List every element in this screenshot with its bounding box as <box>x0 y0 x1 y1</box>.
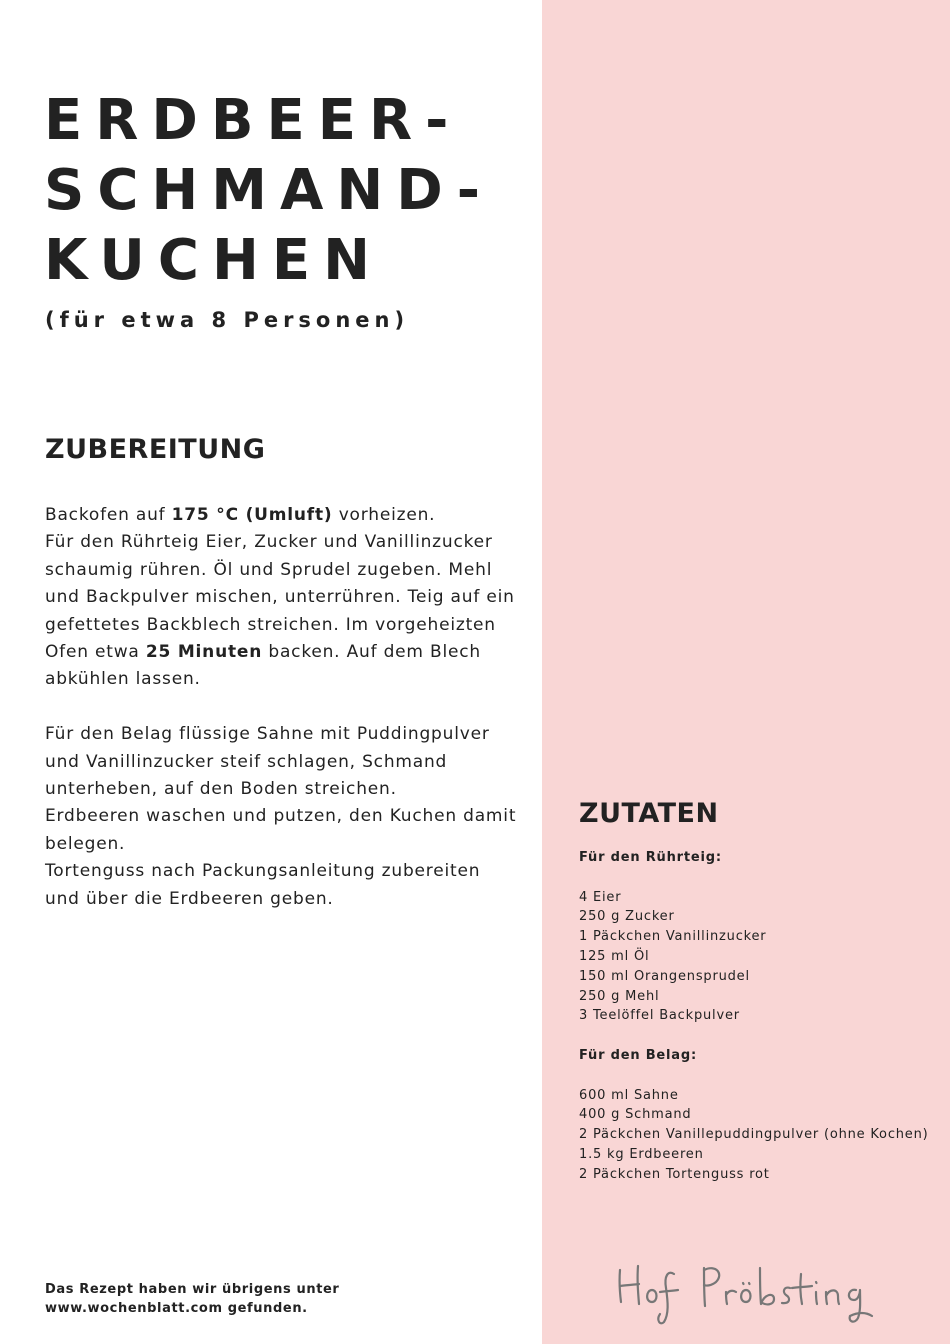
ingredient-item: 1 Päckchen Vanillinzucker <box>579 929 767 945</box>
logo-stroke <box>726 1291 736 1304</box>
preparation-line: Tortenguss nach Packungsanleitung zubereiten <box>45 861 481 882</box>
ingredient-group-title: Für den Rührteig: <box>579 850 722 865</box>
ingredient-item: 250 g Zucker <box>579 909 675 925</box>
oven-temperature: 175 °C (Umluft) <box>171 505 333 525</box>
logo-stroke <box>782 1288 790 1304</box>
hof-proebsting-logo <box>612 1232 882 1332</box>
logo-stroke <box>704 1268 705 1306</box>
text-segment: backen. Auf dem Blech <box>262 642 481 663</box>
logo-stroke <box>741 1290 750 1302</box>
preparation-line <box>45 639 535 666</box>
ingredient-item: 2 Päckchen Tortenguss rot <box>579 1166 770 1182</box>
ingredient-item: 2 Päckchen Vanillepuddingpulver (ohne Kochen) <box>579 1127 929 1143</box>
ingredient-item: 600 ml Sahne <box>579 1087 679 1103</box>
text-segment: vorheizen. <box>332 505 436 525</box>
ingredients-heading: ZUTATEN <box>579 798 719 829</box>
logo-stroke <box>658 1273 674 1324</box>
ingredient-item: 4 Eier <box>579 889 622 905</box>
ingredient-group-batter <box>579 848 939 1026</box>
text-segment: Ofen etwa <box>45 642 146 663</box>
text-segment: Backofen auf <box>45 505 172 525</box>
source-note-line-1: Das Rezept haben wir übrigens unter <box>45 1282 340 1297</box>
ingredient-group-title: Für den Belag: <box>579 1047 697 1063</box>
preparation-line: Erdbeeren waschen und putzen, den Kuchen damit <box>45 806 517 827</box>
logo-stroke <box>704 1268 719 1285</box>
title-line-1: ERDBEER- <box>44 88 462 153</box>
preparation-line: und über die Erdbeeren geben. <box>45 888 334 909</box>
ingredient-item: 3 Teelöffel Backpulver <box>579 1008 740 1024</box>
preparation-line: abkühlen lassen. <box>45 669 201 690</box>
preparation-line: und Backpulver mischen, unterrühren. Teig auf ein <box>45 587 515 608</box>
ingredient-item: 150 ml Orangensprudel <box>579 968 750 984</box>
logo-stroke <box>826 1290 839 1304</box>
logo-stroke <box>660 1290 678 1292</box>
logo-stroke <box>800 1274 802 1304</box>
ingredient-item: 250 g Mehl <box>579 988 660 1004</box>
ingredient-group-topping <box>579 1046 939 1185</box>
recipe-title <box>44 86 493 296</box>
baking-time: 25 Minuten <box>145 642 263 663</box>
logo-stroke <box>620 1284 639 1286</box>
preparation-line: unterheben, auf den Boden streichen. <box>45 779 397 800</box>
ingredient-item: 1.5 kg Erdbeeren <box>579 1146 704 1162</box>
preparation-paragraph-2 <box>45 721 535 913</box>
logo-stroke <box>850 1313 872 1316</box>
preparation-heading: ZUBEREITUNG <box>45 434 266 465</box>
preparation-line: und Vanillinzucker steif schlagen, Schmand <box>45 751 448 772</box>
ingredient-item: 400 g Schmand <box>579 1107 692 1123</box>
logo-stroke <box>816 1282 817 1283</box>
ingredient-item: 125 ml Öl <box>579 948 650 964</box>
ingredients-list <box>579 848 939 1185</box>
logo-stroke <box>760 1268 774 1304</box>
preparation-line: Für den Rührteig Eier, Zucker und Vanillinzucker <box>45 532 493 553</box>
preparation-text <box>45 502 535 913</box>
logo-stroke <box>792 1286 812 1288</box>
title-line-2: SCHMAND- <box>44 158 493 223</box>
source-note <box>45 1280 365 1318</box>
preparation-line: belegen. <box>45 833 126 854</box>
preparation-line: gefettetes Backblech streichen. Im vorgeheizten <box>45 614 496 635</box>
logo-stroke <box>647 1290 656 1302</box>
preparation-line: Für den Belag flüssige Sahne mit Puddingpulver <box>45 724 490 745</box>
source-note-line-2: www.wochenblatt.com gefunden. <box>45 1301 308 1316</box>
preparation-line: schaumig rühren. Öl und Sprudel zugeben. Mehl <box>45 559 493 580</box>
logo-stroke <box>743 1283 750 1284</box>
preparation-line <box>45 502 535 529</box>
logo-stroke <box>816 1292 817 1304</box>
preparation-paragraph-1 <box>45 502 535 694</box>
title-line-3: KUCHEN <box>44 228 383 293</box>
servings-subtitle: (für etwa 8 Personen) <box>45 308 410 332</box>
